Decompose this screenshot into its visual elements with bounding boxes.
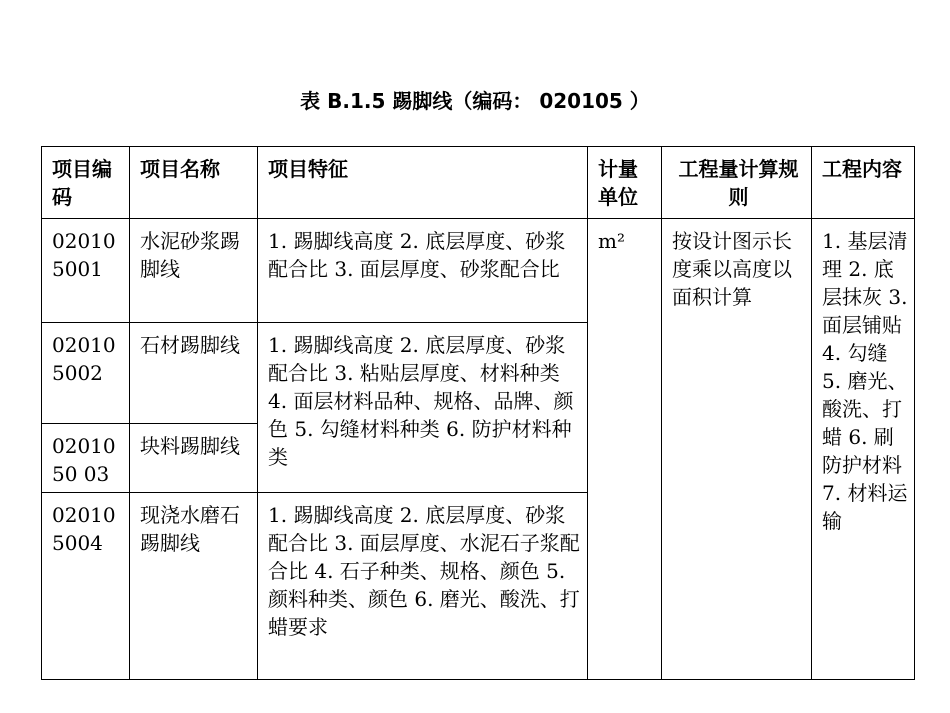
cell-work: 1. 基层清理 2. 底层抹灰 3. 面层铺贴 4. 勾缝 5. 磨光、酸洗、打蜡 6. 刷防护材料 7. 材料运输 <box>812 219 915 680</box>
cell-name: 石材踢脚线 <box>130 323 258 424</box>
cell-code: 020105001 <box>42 219 130 323</box>
header-unit: 计量单位 <box>588 147 662 219</box>
table-code: 020105 ） <box>539 89 650 113</box>
header-rule: 工程量计算规则 <box>662 147 812 219</box>
cell-rule: 按设计图示长度乘以高度以面积计算 <box>662 219 812 680</box>
header-work: 工程内容 <box>812 147 915 219</box>
cell-name: 现浇水磨石踢脚线 <box>130 493 258 680</box>
cell-unit: m² <box>588 219 662 680</box>
table-header-row <box>42 147 915 219</box>
header-code: 项目编码 <box>42 147 130 219</box>
cell-code: 02010 50 03 <box>42 424 130 493</box>
cell-features: 1. 踢脚线高度 2. 底层厚度、砂浆配合比 3. 面层厚度、砂浆配合比 <box>258 219 588 323</box>
cell-name: 水泥砂浆踢脚线 <box>130 219 258 323</box>
table-caption <box>0 88 950 114</box>
header-name: 项目名称 <box>130 147 258 219</box>
table-title: 踢脚线（编码： <box>392 89 533 113</box>
cell-code: 020105004 <box>42 493 130 680</box>
cell-features: 1. 踢脚线高度 2. 底层厚度、砂浆配合比 3. 粘贴层厚度、材料种类 4. 面层材料品种、规格、品牌、颜色 5. 勾缝材料种类 6. 防护材料种类 <box>258 323 588 493</box>
header-features: 项目特征 <box>258 147 588 219</box>
cell-features: 1. 踢脚线高度 2. 底层厚度、砂浆配合比 3. 面层厚度、水泥石子浆配合比 4. 石子种类、规格、颜色 5. 颜料种类、颜色 6. 磨光、酸洗、打蜡要求 <box>258 493 588 680</box>
cell-name: 块料踢脚线 <box>130 424 258 493</box>
spec-table <box>41 146 915 680</box>
table-row <box>42 219 915 323</box>
cell-code: 020105002 <box>42 323 130 424</box>
table-label: 表 B.1.5 <box>300 89 386 113</box>
